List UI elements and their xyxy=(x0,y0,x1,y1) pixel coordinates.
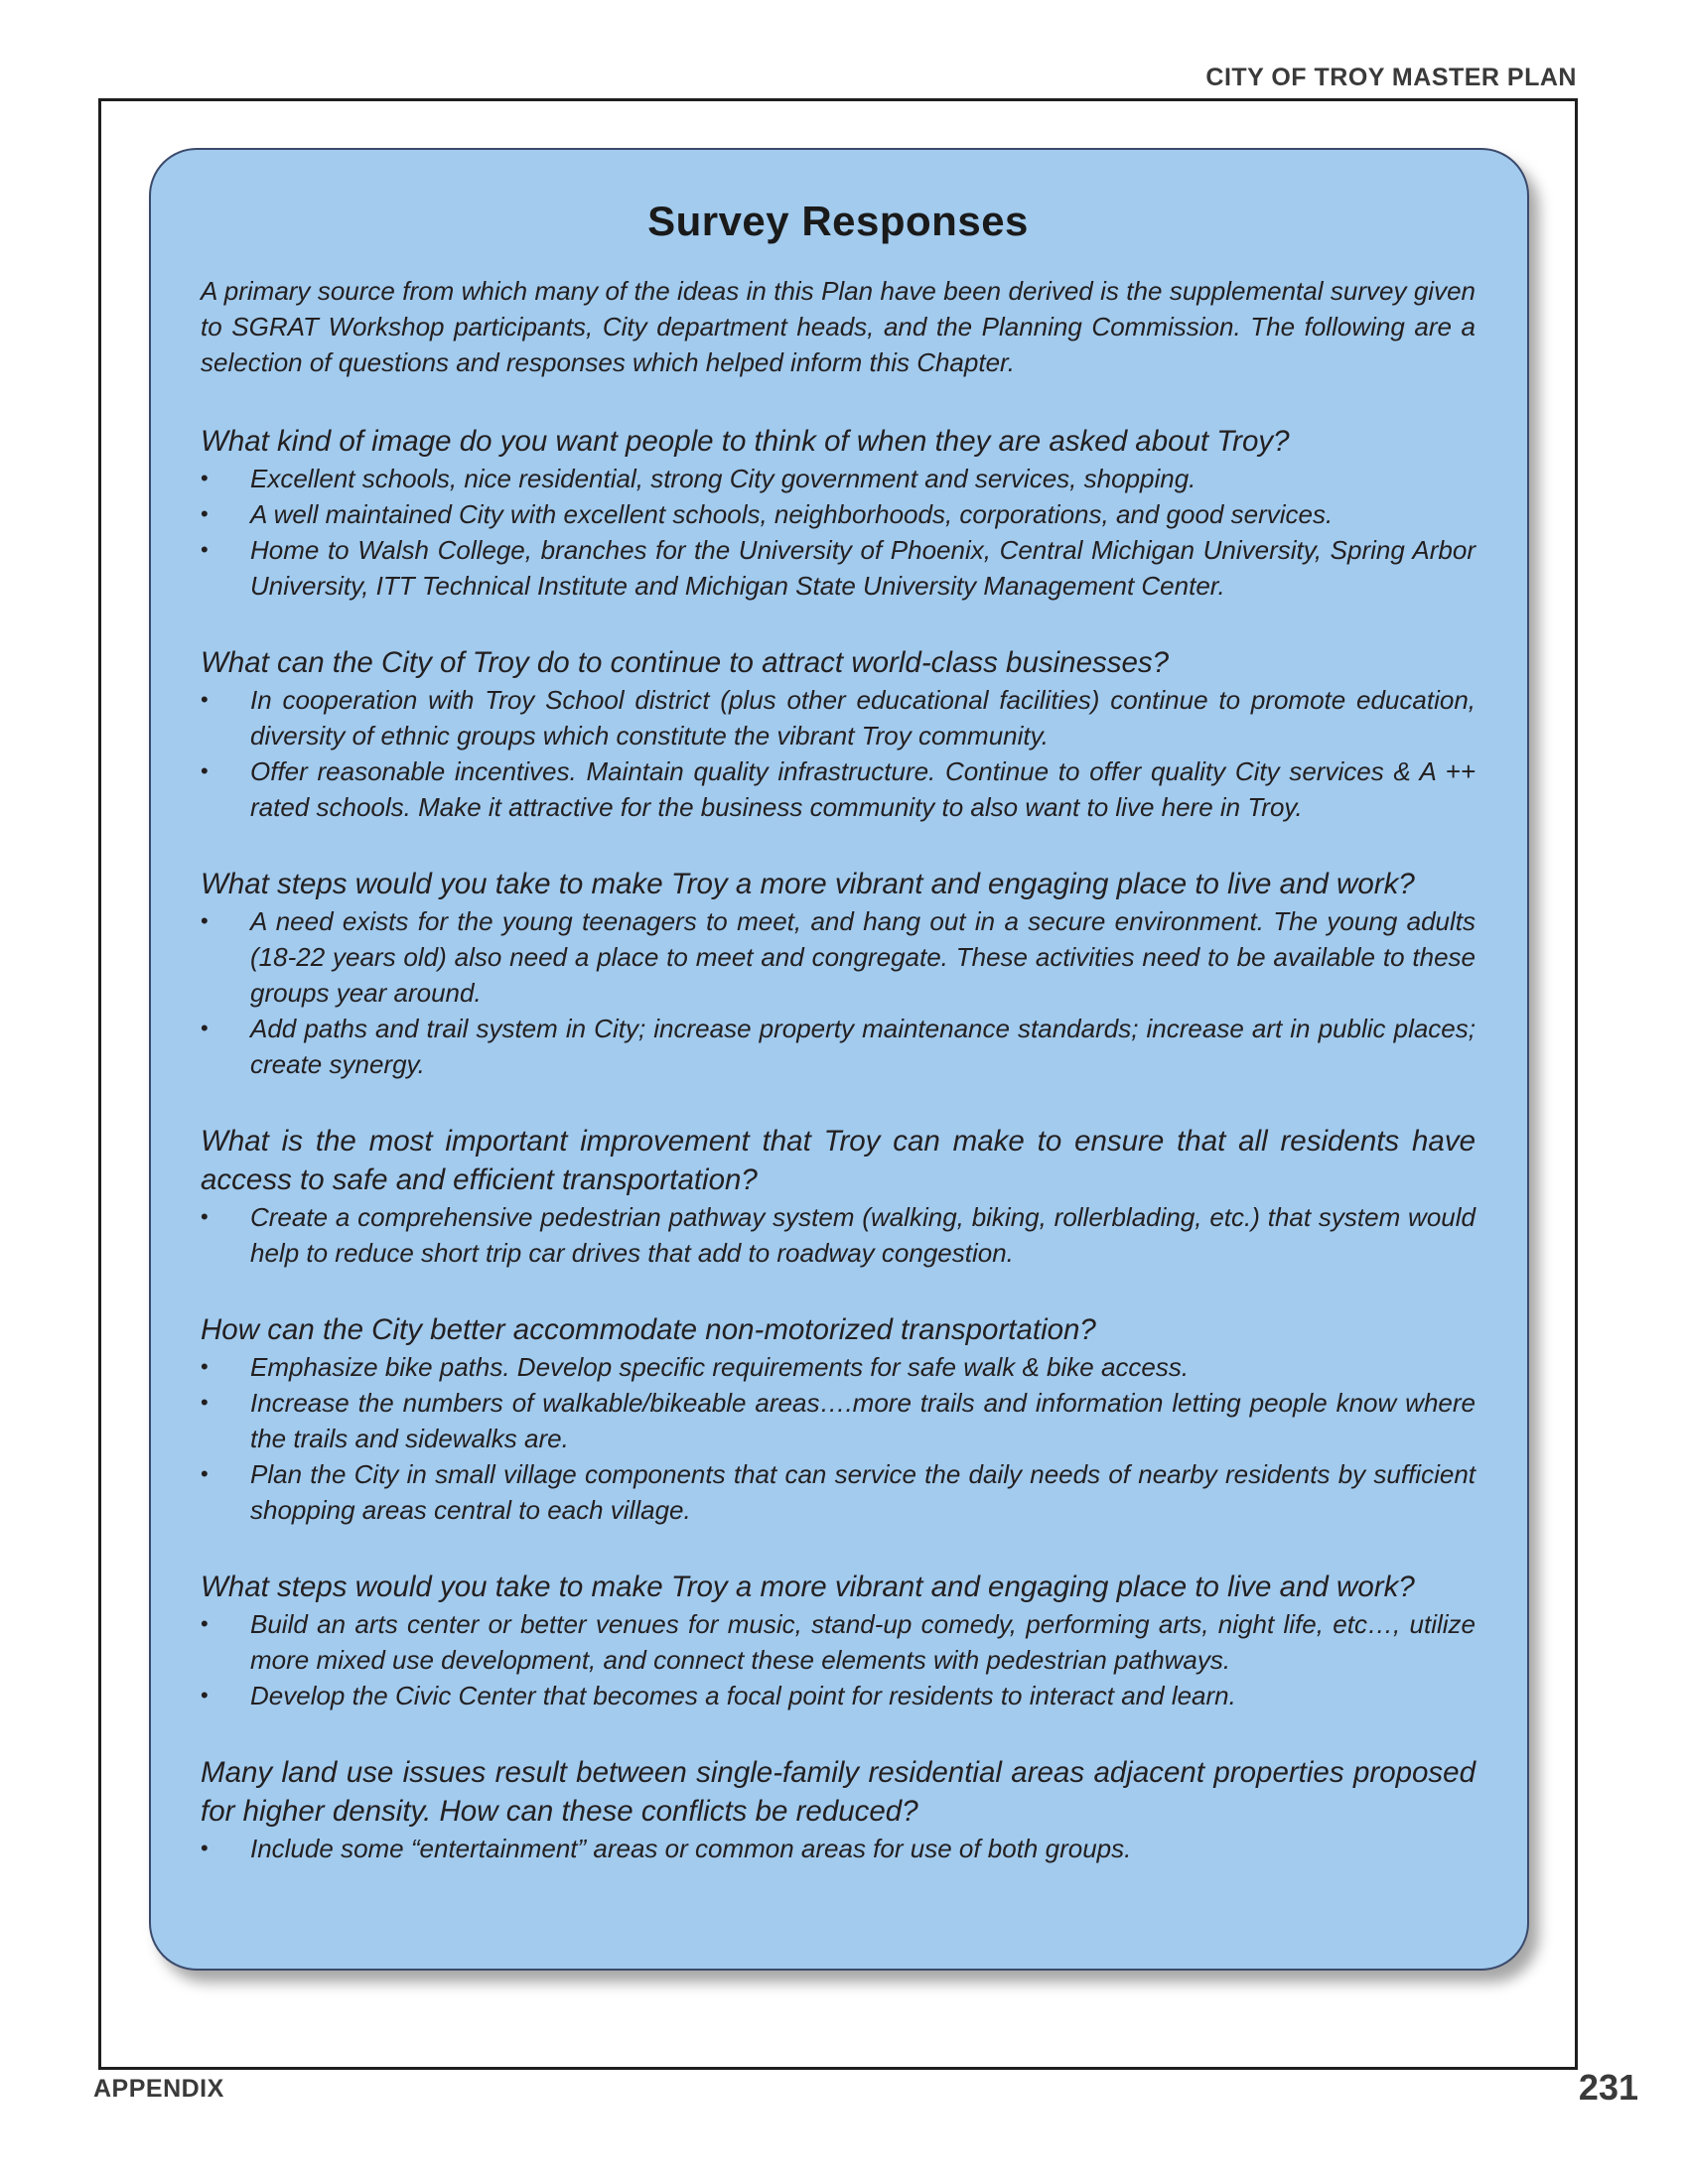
bullet-icon: • xyxy=(201,1354,209,1379)
answer-text: Emphasize bike paths. Develop specific requirements for safe walk & bike access. xyxy=(250,1352,1190,1382)
answer-item xyxy=(201,1606,1476,1678)
answer-text: Include some “entertainment” areas or common areas for use of both groups. xyxy=(250,1834,1132,1863)
answer-text: Build an arts center or better venues for music, stand-up comedy, performing arts, night life, etc…, utilize more mixed use development, and connect these elements with pedestrian pathways. xyxy=(250,1609,1476,1675)
bullet-icon: • xyxy=(201,758,209,783)
qa-block xyxy=(201,1122,1476,1271)
survey-panel xyxy=(149,148,1529,1971)
answer-text: Offer reasonable incentives. Maintain quality infrastructure. Continue to offer quality City services & A ++ rated schools. Make it attractive for the business community to also want to live here in Troy. xyxy=(250,756,1476,822)
answer-item xyxy=(201,1011,1476,1082)
answer-list xyxy=(201,1831,1476,1866)
intro-paragraph: A primary source from which many of the ideas in this Plan have been derived is the supplemental survey given to SGRAT Workshop participants, City department heads, and the Planning Commission. The following are a selection of questions and responses which helped inform this Chapter. xyxy=(201,276,1476,377)
answer-item xyxy=(201,1456,1476,1528)
answer-text: A well maintained City with excellent schools, neighborhoods, corporations, and good services. xyxy=(250,499,1334,529)
bullet-icon: • xyxy=(201,908,209,933)
answer-text: A need exists for the young teenagers to meet, and hang out in a secure environment. The young adults (18-22 years old) also need a place to meet and congregate. These activities need to be available to these groups year around. xyxy=(250,906,1476,1008)
bullet-icon: • xyxy=(201,537,209,562)
bullet-icon: • xyxy=(201,1390,209,1415)
answer-item xyxy=(201,1831,1476,1866)
panel-title: Survey Responses xyxy=(647,198,1029,244)
qa-block xyxy=(201,1568,1476,1713)
answer-item xyxy=(201,753,1476,825)
answer-text: Create a comprehensive pedestrian pathway system (walking, biking, rollerblading, etc.) that system would help to reduce short trip car drives that add to roadway congestion. xyxy=(250,1202,1476,1268)
question-text: What steps would you take to make Troy a more vibrant and engaging place to live and work? xyxy=(201,868,1415,900)
bullet-icon: • xyxy=(201,1016,209,1040)
answer-item xyxy=(201,1199,1476,1271)
question-text: Many land use issues result between single-family residential areas adjacent properties proposed for higher density. How can these conflicts be reduced? xyxy=(201,1756,1476,1828)
answer-item xyxy=(201,461,1476,496)
question-text: What can the City of Troy do to continue to attract world-class businesses? xyxy=(201,646,1170,679)
answer-list xyxy=(201,682,1476,825)
answer-text: In cooperation with Troy School district (plus other educational facilities) continue to promote education, diversity of ethnic groups which constitute the vibrant Troy community. xyxy=(250,685,1476,751)
bullet-icon: • xyxy=(201,466,209,490)
bullet-icon: • xyxy=(201,1683,209,1707)
answer-item xyxy=(201,903,1476,1011)
answer-item xyxy=(201,496,1476,532)
survey-sections xyxy=(201,422,1476,1866)
question-text: How can the City better accommodate non-motorized transportation? xyxy=(201,1313,1096,1346)
answer-list xyxy=(201,1199,1476,1271)
answer-list xyxy=(201,1606,1476,1713)
answer-item xyxy=(201,1385,1476,1456)
question-text: What steps would you take to make Troy a more vibrant and engaging place to live and work? xyxy=(201,1570,1415,1603)
bullet-icon: • xyxy=(201,501,209,526)
qa-block xyxy=(201,643,1476,825)
bullet-icon: • xyxy=(201,1836,209,1860)
qa-block xyxy=(201,1310,1476,1528)
answer-text: Home to Walsh College, branches for the University of Phoenix, Central Michigan University, Spring Arbor University, ITT Technical Institute and Michigan State University Management Center. xyxy=(250,535,1476,601)
answer-text: Plan the City in small village components that can service the daily needs of nearby residents by sufficient shopping areas central to each village. xyxy=(250,1459,1476,1525)
bullet-icon: • xyxy=(201,1461,209,1486)
answer-text: Develop the Civic Center that becomes a focal point for residents to interact and learn. xyxy=(250,1681,1236,1710)
qa-block xyxy=(201,865,1476,1082)
answer-list xyxy=(201,1349,1476,1528)
answer-item xyxy=(201,1678,1476,1713)
page-number: 231 xyxy=(1578,2067,1638,2108)
qa-block xyxy=(201,422,1476,604)
bullet-icon: • xyxy=(201,1611,209,1636)
answer-text: Increase the numbers of walkable/bikeable areas….more trails and information letting people know where the trails and sidewalks are. xyxy=(250,1388,1476,1453)
answer-item xyxy=(201,1349,1476,1385)
bullet-icon: • xyxy=(201,1204,209,1229)
answer-list xyxy=(201,903,1476,1082)
bullet-icon: • xyxy=(201,687,209,712)
footer-section-label: APPENDIX xyxy=(93,2075,224,2103)
question-text: What kind of image do you want people to think of when they are asked about Troy? xyxy=(201,425,1290,458)
answer-text: Excellent schools, nice residential, strong City government and services, shopping. xyxy=(250,464,1196,493)
qa-block xyxy=(201,1753,1476,1866)
question-text: What is the most important improvement that Troy can make to ensure that all residents have access to safe and efficient transportation? xyxy=(201,1125,1476,1196)
answer-item xyxy=(201,532,1476,604)
header-title: CITY OF TROY MASTER PLAN xyxy=(1205,64,1577,91)
answer-list xyxy=(201,461,1476,604)
answer-text: Add paths and trail system in City; increase property maintenance standards; increase art in public places; create synergy. xyxy=(250,1014,1476,1079)
answer-item xyxy=(201,682,1476,753)
